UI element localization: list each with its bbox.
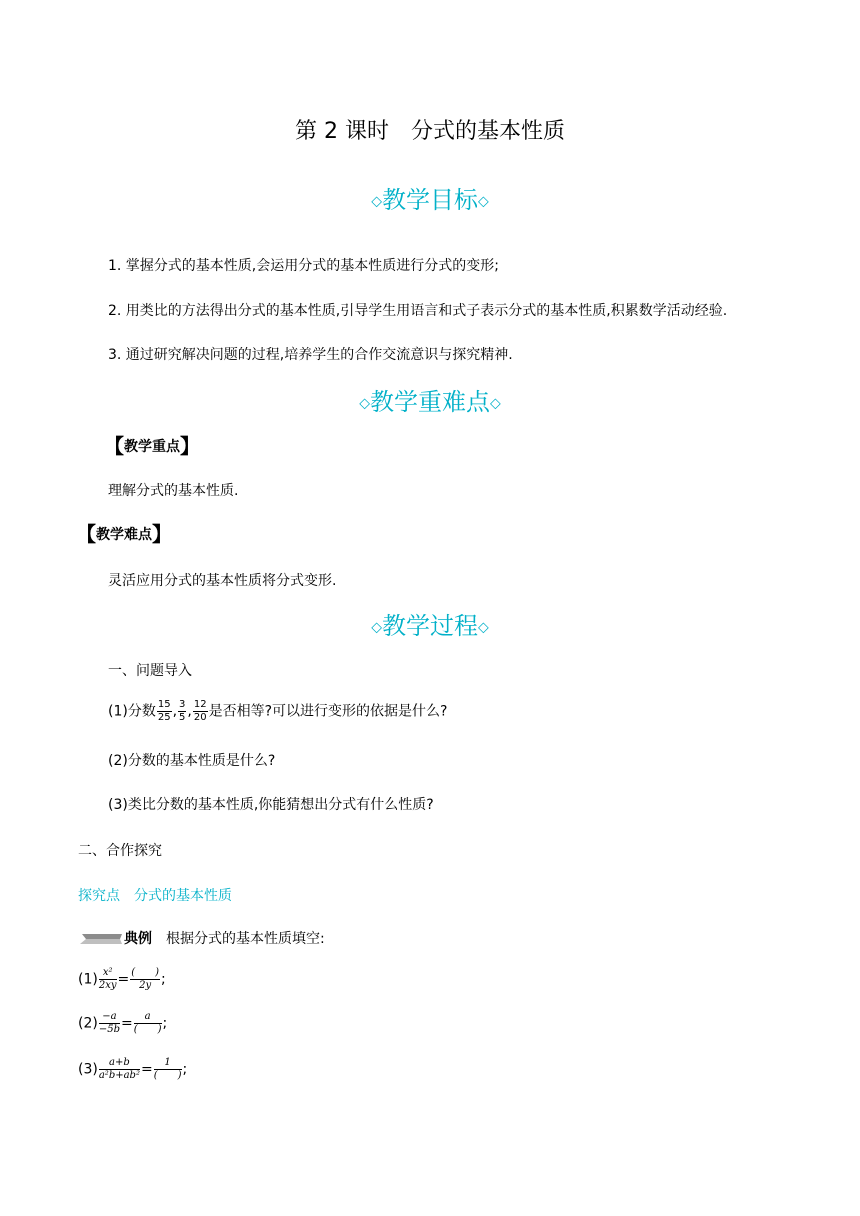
fraction: $\frac{-a}{-5b}$ xyxy=(98,1011,120,1035)
topic-heading: 探究点 分式的基本性质 xyxy=(78,888,232,904)
section-title: 教学目标 xyxy=(382,186,478,214)
example-line: 典例 根据分式的基本性质填空: xyxy=(78,928,325,948)
section-heading-process xyxy=(0,606,860,641)
section-heading-key-difficult xyxy=(0,382,860,417)
goal-item-3: 3. 通过研究解决问题的过程,培养学生的合作交流意识与探究精神. xyxy=(108,347,513,363)
diamond-icon: ◇ xyxy=(490,395,501,412)
question-2: (2)分数的基本性质是什么? xyxy=(108,753,276,769)
part2-heading: 二、合作探究 xyxy=(78,843,162,859)
page-title: 第 2 课时 分式的基本性质 xyxy=(295,119,565,144)
fill-item-2: (2) $\frac{-a}{-5b}$ = $\frac{a}{( )}$ ; xyxy=(78,1011,168,1035)
question-3: (3)类比分数的基本性质,你能猜想出分式有什么性质? xyxy=(108,797,434,813)
fraction: $\frac{( )}{2y}$ xyxy=(131,967,160,991)
key-point-label: 【教学重点】 xyxy=(104,434,200,458)
section-title: 教学过程 xyxy=(382,612,478,640)
fraction: $\frac{a+b}{\text{a²b+ab²}}$ xyxy=(98,1057,140,1081)
diamond-icon: ◇ xyxy=(371,619,382,636)
section-heading-goals xyxy=(0,180,860,215)
fraction: $\frac{\text{x²}}{2xy}$ xyxy=(98,967,117,991)
diamond-icon: ◇ xyxy=(371,193,382,210)
fraction: $\frac{1}{( )}$ xyxy=(153,1057,182,1081)
goal-item-1: 1. 掌握分式的基本性质,会运用分式的基本性质进行分式的变形; xyxy=(108,258,499,274)
question-1: (1)分数 $\frac{15}{25}$ , $\frac{3}{5}$ , $\frac{12}{20}$ 是否相等?可以进行变形的依据是什么? xyxy=(108,699,448,723)
section-title: 教学重难点 xyxy=(370,388,490,416)
difficult-point-text: 灵活应用分式的基本性质将分式变形. xyxy=(108,573,337,589)
key-point-text: 理解分式的基本性质. xyxy=(108,483,239,499)
fraction: $\frac{3}{5}$ xyxy=(179,699,186,723)
diamond-icon: ◇ xyxy=(359,395,370,412)
fraction: $\frac{15}{25}$ xyxy=(157,699,171,723)
fill-item-3: (3) $\frac{a+b}{\text{a²b+ab²}}$ = $\frac{1}{( )}$ ; xyxy=(78,1057,188,1081)
diamond-icon: ◇ xyxy=(478,619,489,636)
difficult-point-label: 【教学难点】 xyxy=(76,522,172,546)
part1-heading: 一、问题导入 xyxy=(108,663,192,679)
diamond-icon: ◇ xyxy=(478,193,489,210)
example-tab-icon xyxy=(78,932,124,946)
fill-item-1: (1) $\frac{\text{x²}}{2xy}$ = $\frac{( )}{2y}$ ; xyxy=(78,967,166,991)
fraction: $\frac{12}{20}$ xyxy=(193,699,207,723)
fraction: $\frac{a}{( )}$ xyxy=(133,1011,162,1035)
goal-item-2: 2. 用类比的方法得出分式的基本性质,引导学生用语言和式子表示分式的基本性质,积累数学活动经验. xyxy=(108,303,728,319)
